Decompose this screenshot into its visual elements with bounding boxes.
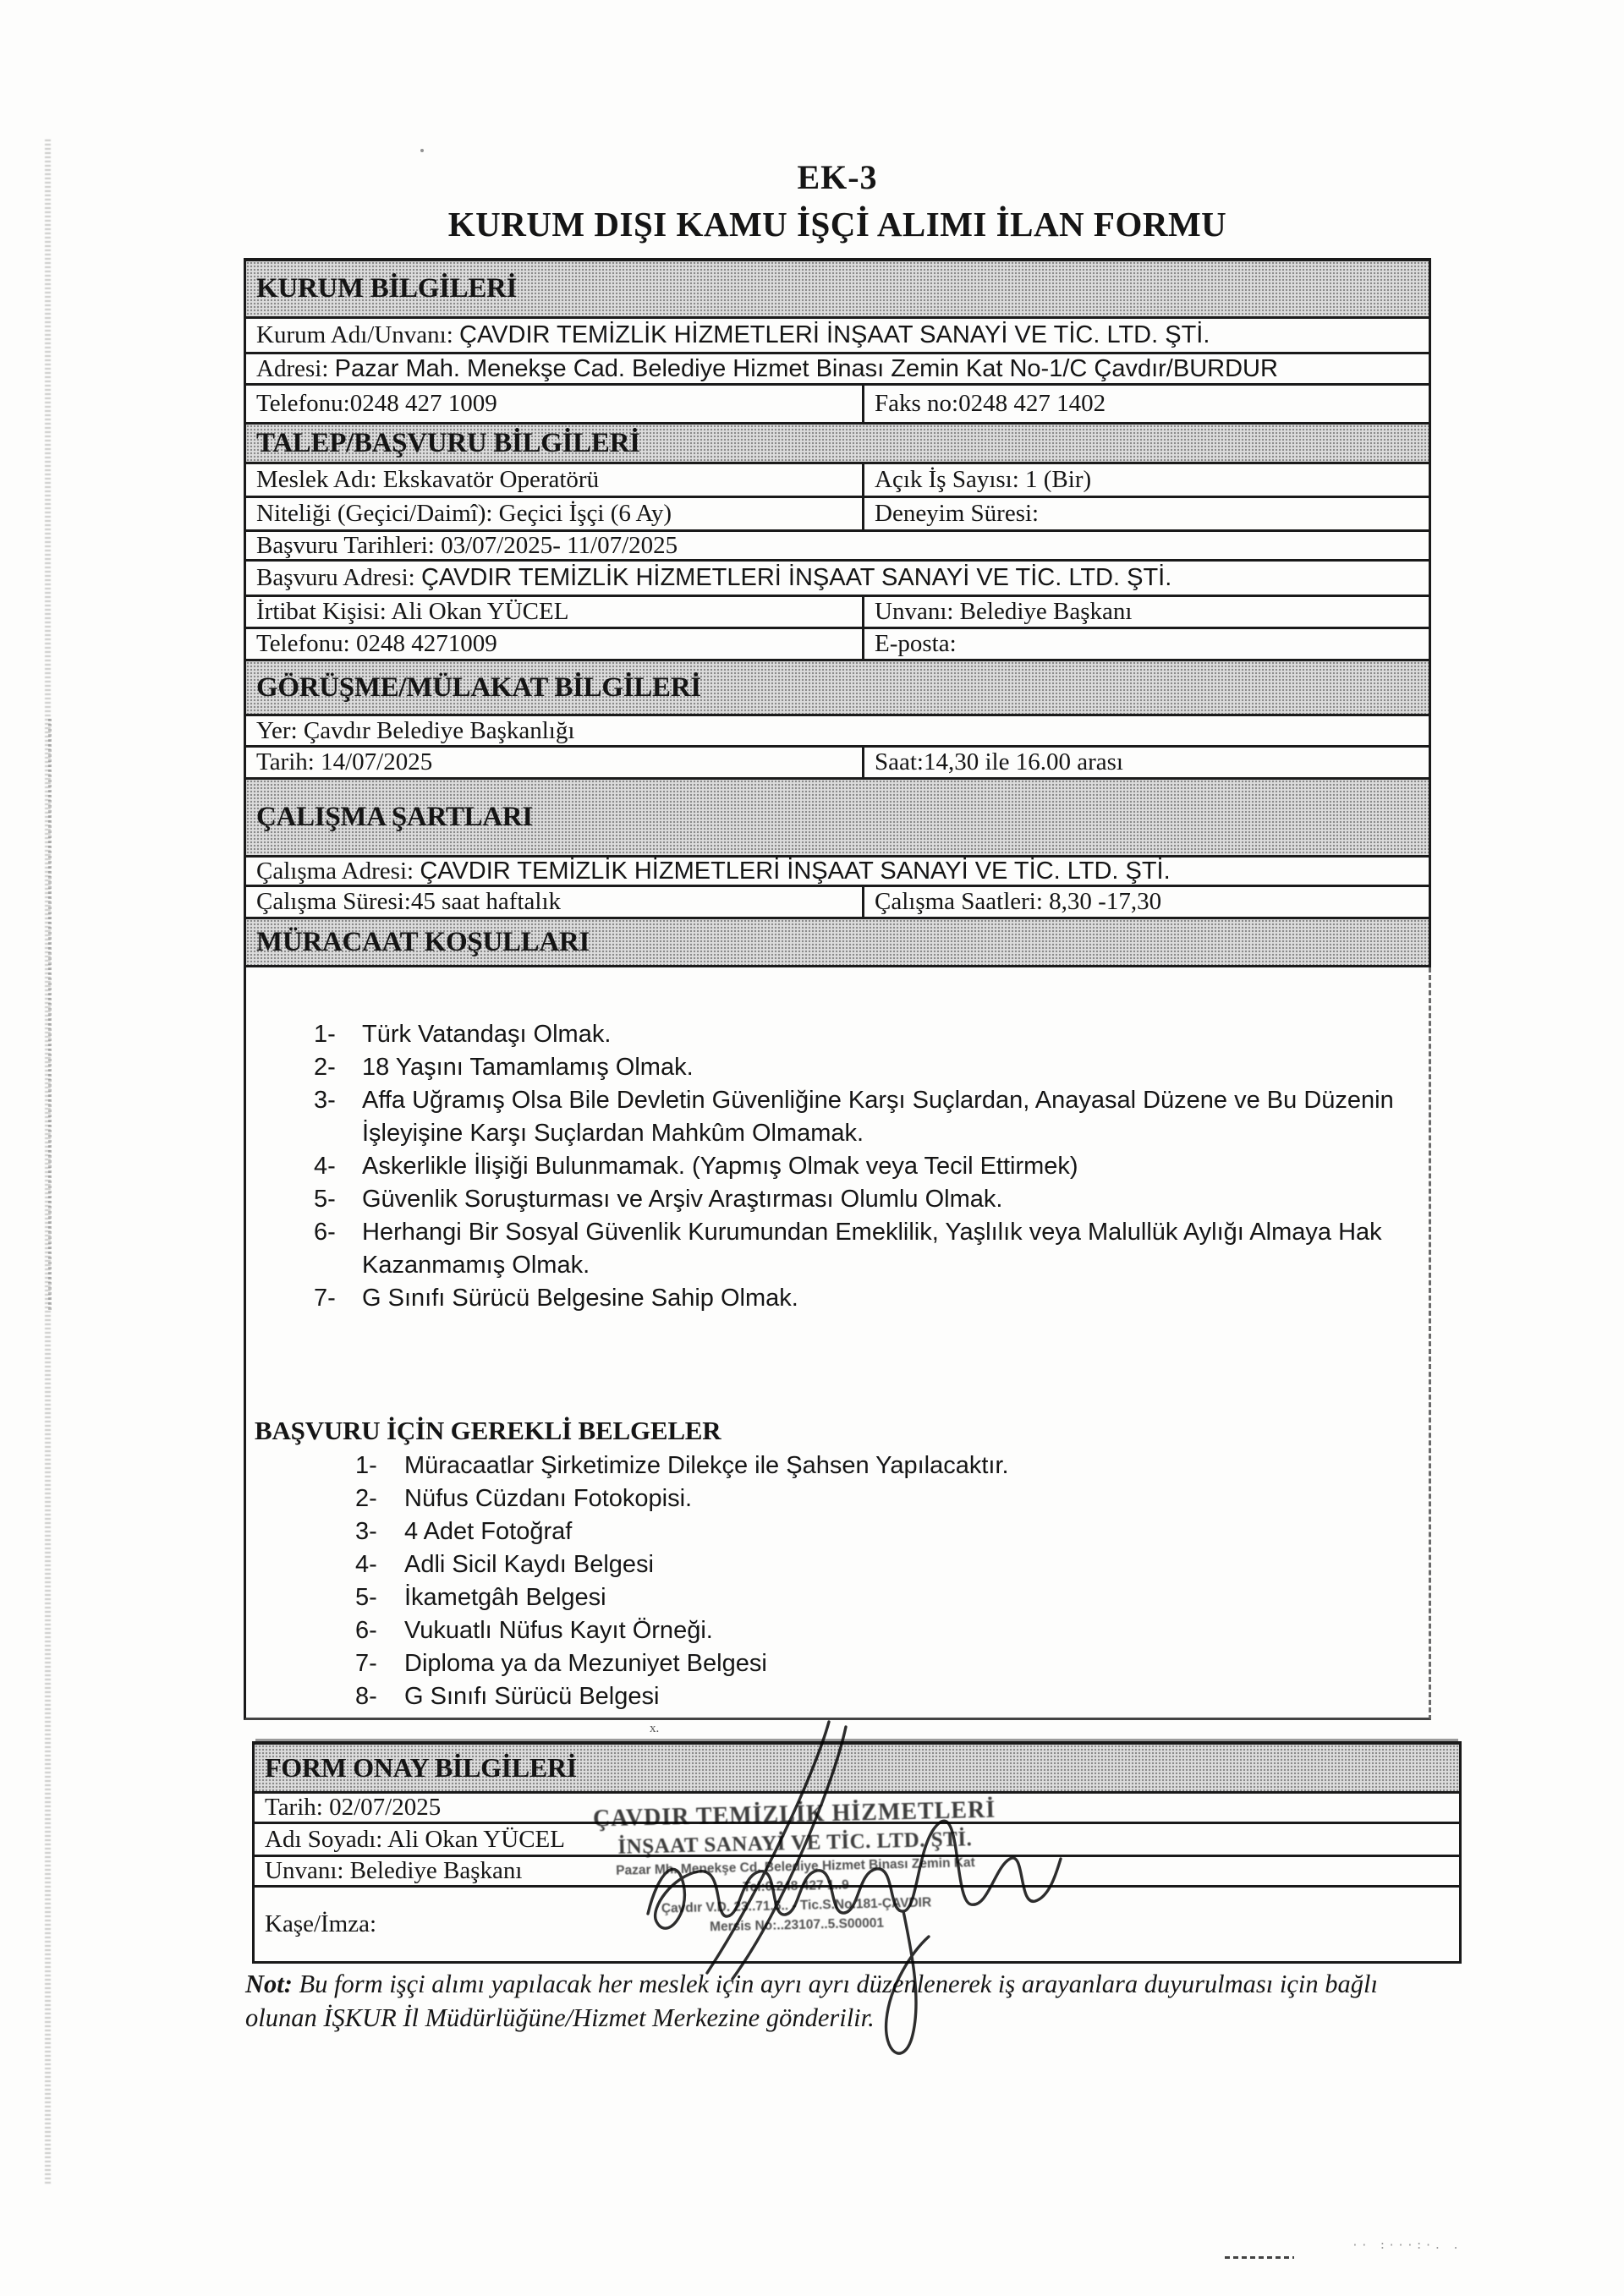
item-number: 1-	[355, 1452, 377, 1479]
stamp-line: İNŞAAT SANAYİ VE TİC. LTD. ŞTİ.	[617, 1827, 973, 1859]
cell-calisma-suresi: Çalışma Süresi:45 saat haftalık	[246, 887, 864, 917]
row-kase-imza: Kaşe/İmza:	[252, 1888, 1462, 1964]
item-number: 7-	[355, 1650, 377, 1677]
list-item	[314, 1084, 1429, 1150]
stamp-line: Mersis No:..23107..5.S00001	[709, 1915, 885, 1935]
item-number: 5-	[314, 1186, 336, 1213]
item-text: Müracaatlar Şirketimize Dilekçe ile Şahsen Yapılacaktır.	[404, 1452, 1009, 1479]
cell-deneyim: Deneyim Süresi:	[875, 500, 1040, 527]
cell-telefon2: Telefonu: 0248 4271009	[246, 629, 864, 659]
item-text: Türk Vatandaşı Olmak.	[362, 1021, 612, 1048]
signature-scribble	[633, 1715, 1081, 2079]
section-header-onay: FORM ONAY BİLGİLERİ	[252, 1745, 1462, 1794]
stamp-line: ÇAVDIR TEMİZLİK HİZMETLERİ	[592, 1796, 996, 1833]
belgeler-list	[246, 1449, 1429, 1713]
title-block	[244, 157, 1431, 244]
item-text: Güvenlik Soruşturması ve Arşiv Araştırması Olumlu Olmak.	[362, 1186, 1003, 1213]
list-item	[314, 1018, 1429, 1051]
section-header-gorusme: GÖRÜŞME/MÜLAKAT BİLGİLERİ	[244, 661, 1431, 716]
stamp-line: Tel:0.248 427 1..9	[743, 1877, 849, 1895]
list-item	[355, 1647, 1429, 1680]
item-text: Affa Uğramış Olsa Bile Devletin Güvenliğine Karşı Suçlardan, Anayasal Düzene ve Bu Düzenin İşleyişine Karşı Suçlardan Mahkûm Olmamak.	[362, 1087, 1394, 1147]
cell-nitelik: Niteliği (Geçici/Daimî): Geçici İşçi (6 Ay)	[246, 498, 864, 529]
stamp-line: Çavdır V.D. 23..71.6.. - Tic.S.No.181-ÇAVDIR	[661, 1895, 932, 1916]
row-basvuru-tarihleri: Başvuru Tarihleri: 03/07/2025- 11/07/2025	[244, 532, 1431, 562]
page-title: KURUM DIŞI KAMU İŞÇİ ALIMI İLAN FORMU	[447, 205, 1227, 244]
row-basvuru-adresi	[244, 562, 1431, 597]
item-number: 2-	[314, 1054, 336, 1081]
cell-eposta: E-posta:	[875, 630, 957, 657]
field-label: Kurum Adı/Unvanı:	[256, 321, 460, 348]
cell-telefon: Telefonu:0248 427 1009	[246, 386, 864, 422]
item-number: 3-	[314, 1087, 336, 1114]
row-yer: Yer: Çavdır Belediye Başkanlığı	[244, 716, 1431, 748]
list-item	[314, 1051, 1429, 1084]
list-item	[355, 1482, 1429, 1515]
note-body: Bu form işçi alımı yapılacak her meslek için ayrı ayrı düzenlenerek iş arayanlara duyurulması için bağlı olunan İŞKUR İl Müdürlüğüne/Hizmet Merkezine gönderilir.	[245, 1970, 1378, 2032]
row-kurum-adi	[244, 319, 1431, 354]
stamp-line: Pazar Mh. Menekşe Cd. Belediye Hizmet Binası Zemin Kat	[616, 1855, 975, 1878]
item-number: 6-	[314, 1219, 336, 1246]
cell-irtibat: İrtibat Kişisi: Ali Okan YÜCEL	[246, 597, 864, 627]
cell-saat: Saat:14,30 ile 16.00 arası	[875, 748, 1123, 775]
item-text: Askerlikle İlişiği Bulunmamak. (Yapmış Olmak veya Tecil Ettirmek)	[362, 1153, 1078, 1180]
row-onay-unvan: Unvanı: Belediye Başkanı	[252, 1857, 1462, 1888]
belgeler-heading: BAŞVURU İÇİN GEREKLİ BELGELER	[255, 1416, 721, 1445]
field-label: Çalışma Adresi:	[256, 857, 420, 885]
item-text: İkametgâh Belgesi	[404, 1584, 606, 1611]
scan-speck: x.	[650, 1722, 660, 1735]
item-text: Nüfus Cüzdanı Fotokopisi.	[404, 1485, 693, 1512]
cell-meslek: Meslek Adı: Ekskavatör Operatörü	[246, 464, 864, 496]
field-value: ÇAVDIR TEMİZLİK HİZMETLERİ İNŞAAT SANAYİ VE TİC. LTD. ŞTİ.	[420, 857, 1171, 885]
row-telefon-eposta	[244, 629, 1431, 661]
row-nitelik	[244, 498, 1431, 532]
list-item	[355, 1680, 1429, 1713]
list-item	[314, 1183, 1429, 1216]
item-number: 4-	[355, 1551, 377, 1578]
scan-speck	[420, 149, 424, 152]
cell-tarih: Tarih: 14/07/2025	[246, 748, 864, 777]
field-label: Başvuru Adresi:	[256, 564, 421, 591]
item-number: 2-	[355, 1485, 377, 1512]
row-adres	[244, 354, 1431, 386]
item-number: 6-	[355, 1617, 377, 1644]
list-item	[355, 1515, 1429, 1548]
item-text: G Sınıfı Sürücü Belgesine Sahip Olmak.	[362, 1285, 798, 1312]
scan-smudge	[1225, 2256, 1294, 2259]
field-value: ÇAVDIR TEMİZLİK HİZMETLERİ İNŞAAT SANAYİ VE TİC. LTD. ŞTİ.	[459, 321, 1210, 348]
row-tarih-saat	[244, 748, 1431, 780]
section-header-talep: TALEP/BAŞVURU BİLGİLERİ	[244, 425, 1431, 464]
field-value: ÇAVDIR TEMİZLİK HİZMETLERİ İNŞAAT SANAYİ VE TİC. LTD. ŞTİ.	[420, 564, 1172, 591]
item-number: 5-	[355, 1584, 377, 1611]
form-table	[244, 258, 1431, 1720]
doc-code: EK-3	[797, 158, 878, 196]
item-number: 7-	[314, 1285, 336, 1312]
item-text: 4 Adet Fotoğraf	[404, 1518, 573, 1545]
row-onay-adsoyad: Adı Soyadı: Ali Okan YÜCEL	[252, 1824, 1462, 1857]
list-item	[314, 1216, 1429, 1282]
row-onay-tarih: Tarih: 02/07/2025	[252, 1794, 1462, 1824]
item-number: 1-	[314, 1021, 336, 1048]
field-value: Pazar Mah. Menekşe Cad. Belediye Hizmet Binası Zemin Kat No-1/C Çavdır/BURDUR	[334, 354, 1278, 382]
note-prefix: Not:	[245, 1970, 293, 1998]
list-item	[355, 1581, 1429, 1614]
row-meslek	[244, 464, 1431, 498]
item-number: 4-	[314, 1153, 336, 1180]
cell-calisma-saatleri: Çalışma Saatleri: 8,30 -17,30	[875, 888, 1162, 915]
item-text: Herhangi Bir Sosyal Güvenlik Kurumundan Emeklilik, Yaşlılık veya Malullük Aylığı Almaya Hak Kazanmamış Olmak.	[362, 1219, 1382, 1279]
section-header-muracaat: MÜRACAAT KOŞULLARI	[244, 919, 1431, 967]
scan-smudge: ·· :···:·. .	[1352, 2239, 1462, 2252]
row-irtibat	[244, 597, 1431, 629]
item-text: Adli Sicil Kaydı Belgesi	[404, 1551, 654, 1578]
cell-acik-is: Açık İş Sayısı: 1 (Bir)	[875, 466, 1092, 493]
row-calisma-adresi	[244, 858, 1431, 887]
list-item	[314, 1150, 1429, 1183]
row-telefon-faks	[244, 386, 1431, 425]
item-text: Vukuatlı Nüfus Kayıt Örneği.	[404, 1617, 713, 1644]
cell-faks: Faks no:0248 427 1402	[875, 390, 1106, 417]
scanner-edge-artifact	[48, 719, 52, 1311]
conditions-box	[244, 967, 1431, 1720]
list-item	[355, 1614, 1429, 1647]
section-header-calisma: ÇALIŞMA ŞARTLARI	[244, 780, 1431, 858]
item-text: 18 Yaşını Tamamlamış Olmak.	[362, 1054, 694, 1081]
list-item	[355, 1449, 1429, 1482]
item-number: 3-	[355, 1518, 377, 1545]
muracaat-list	[246, 967, 1429, 1315]
item-text: Diploma ya da Mezuniyet Belgesi	[404, 1650, 767, 1677]
section-header-kurum: KURUM BİLGİLERİ	[244, 261, 1431, 319]
item-text: G Sınıfı Sürücü Belgesi	[404, 1683, 660, 1710]
item-number: 8-	[355, 1683, 377, 1710]
list-item	[355, 1548, 1429, 1581]
cell-unvan: Unvanı: Belediye Başkanı	[875, 598, 1133, 625]
row-calisma-suresi	[244, 887, 1431, 919]
field-label: Adresi:	[256, 354, 335, 382]
list-item	[314, 1282, 1429, 1315]
